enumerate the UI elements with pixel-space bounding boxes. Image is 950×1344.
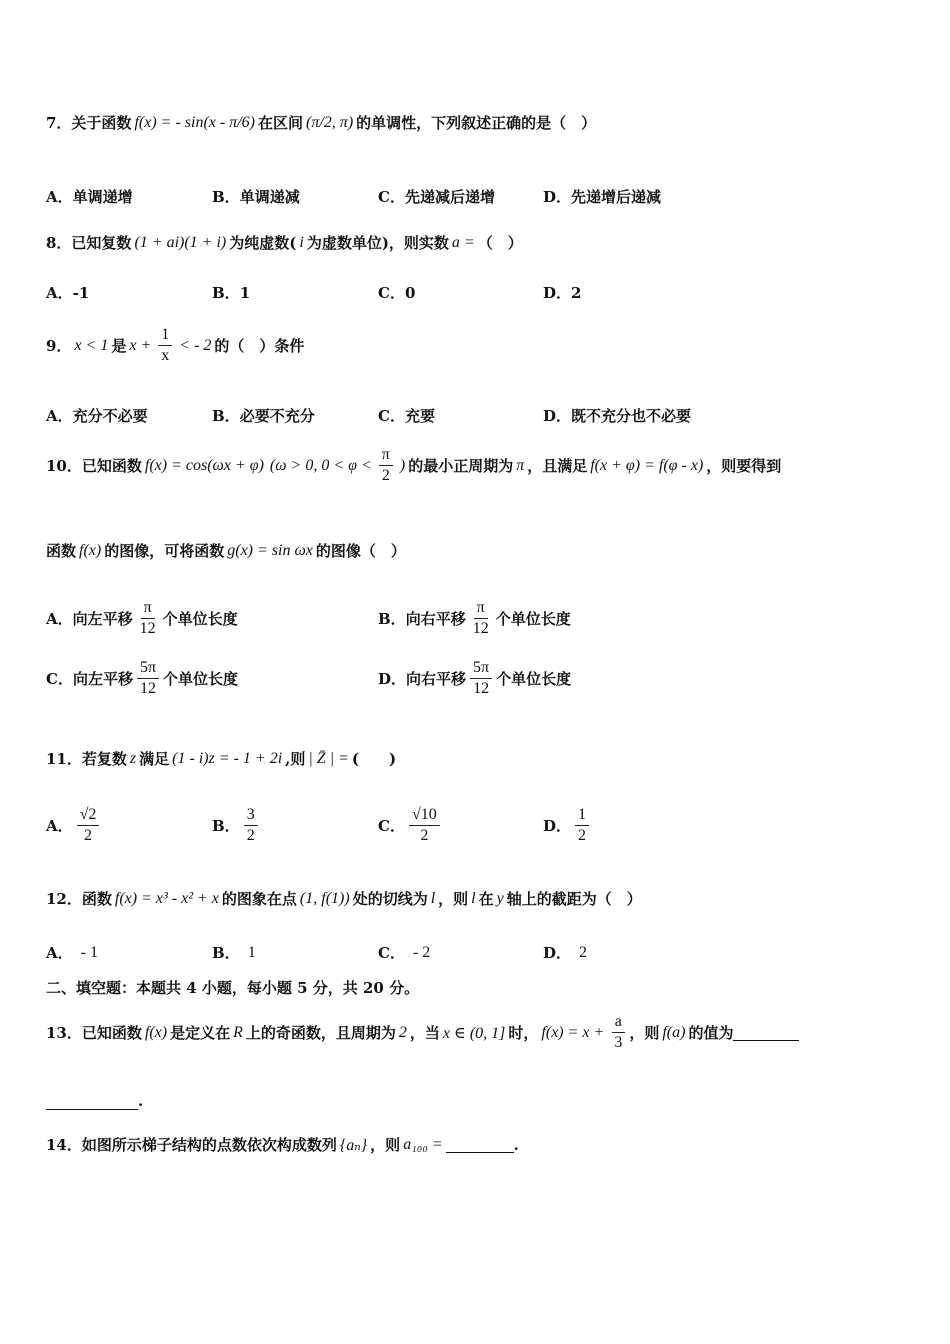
q13-domain: x ∈ (0, 1] xyxy=(442,1024,506,1042)
denominator: 12 xyxy=(139,620,156,637)
q8-option-d[interactable] xyxy=(543,282,581,303)
q11-option-a[interactable] xyxy=(46,805,103,846)
option-text: 既不充分也不必要 xyxy=(571,407,692,425)
q11-option-d[interactable] xyxy=(543,805,593,846)
question-13-line-2 xyxy=(46,1092,910,1110)
q8-stem: 8．已知复数 xyxy=(46,234,132,252)
q13-period: 2 xyxy=(398,1023,407,1041)
q10-option-c[interactable] xyxy=(46,658,238,699)
q12-option-c[interactable] xyxy=(378,942,430,963)
q11-option-b[interactable] xyxy=(212,805,262,846)
q14-answer-blank[interactable] xyxy=(446,1136,514,1153)
q10-formula: f(x) = cos(ωx + φ) xyxy=(144,456,264,474)
option-label: B． xyxy=(378,610,406,628)
option-text-end: 个单位长度 xyxy=(495,610,571,628)
q12-stem: 12．函数 xyxy=(46,890,112,908)
option-text: 充要 xyxy=(404,407,435,425)
option-fraction xyxy=(575,805,589,846)
option-text: 单调递减 xyxy=(239,188,300,206)
option-text: 充分不必要 xyxy=(72,407,148,425)
q11-stem-post: ( ) xyxy=(351,750,397,768)
q10-option-a[interactable] xyxy=(46,598,238,639)
q13-answer-blank[interactable] xyxy=(733,1024,799,1041)
q10-option-b[interactable] xyxy=(378,598,571,639)
q9-option-b[interactable] xyxy=(212,405,315,426)
question-12 xyxy=(46,888,910,909)
numerator: 1 xyxy=(158,325,172,346)
denominator: 12 xyxy=(473,680,490,697)
q9-option-a[interactable] xyxy=(46,405,148,426)
option-text: 必要不充分 xyxy=(239,407,315,425)
option-text-end: 个单位长度 xyxy=(162,610,238,628)
option-text: 2 xyxy=(579,943,588,961)
option-label: B． xyxy=(212,188,240,206)
q13-stem-mid5: ，则 xyxy=(629,1024,660,1042)
q10-stem: 10．已知函数 xyxy=(46,457,142,475)
option-text: 先递减后递增 xyxy=(404,188,495,206)
q13-stem-post: 的值为 xyxy=(688,1024,734,1042)
option-text: 向左平移 xyxy=(72,670,133,688)
option-label: A． xyxy=(46,188,73,206)
q8-option-a[interactable] xyxy=(46,282,89,303)
section-2-heading xyxy=(46,977,910,998)
q9-condition-2-end: < - 2 xyxy=(179,336,212,354)
q10-option-d[interactable] xyxy=(378,658,571,699)
numerator: √10 xyxy=(409,805,440,826)
option-label: D． xyxy=(543,944,572,962)
option-text-end: 个单位长度 xyxy=(163,670,239,688)
q12-l: l xyxy=(430,889,436,907)
numerator: 1 xyxy=(575,805,589,826)
q14-stem: 14．如图所示梯子结构的点数依次构成数列 xyxy=(46,1136,337,1154)
denominator: 2 xyxy=(578,827,587,844)
denominator: 2 xyxy=(246,827,255,844)
q7-interval: (π/2, π) xyxy=(306,113,354,131)
q14-stem-mid: ，则 xyxy=(370,1136,401,1154)
q7-stem: 7．关于函数 xyxy=(46,114,132,132)
question-9 xyxy=(46,325,910,366)
option-label: D． xyxy=(543,817,572,835)
q7-option-a[interactable] xyxy=(46,186,133,207)
option-fraction xyxy=(470,658,492,699)
denominator: 2 xyxy=(381,467,390,484)
q8-option-b[interactable] xyxy=(212,282,250,303)
question-13 xyxy=(46,1012,910,1053)
q10-condition-fraction xyxy=(379,445,393,486)
q8-stem-mid: 为纯虚数( xyxy=(229,234,297,252)
q13-fx: f(x) xyxy=(144,1023,168,1041)
q10-line2-stem: 函数 xyxy=(46,542,77,560)
q14-sequence: {aₙ} xyxy=(339,1136,368,1154)
option-text: - 2 xyxy=(412,943,431,961)
denominator: 2 xyxy=(84,827,93,844)
question-10-line-2 xyxy=(46,540,910,561)
option-label: A． xyxy=(46,610,73,628)
option-text: 单调递增 xyxy=(72,188,133,206)
option-text: 向左平移 xyxy=(72,610,133,628)
option-label: C． xyxy=(378,188,405,206)
q12-y: y xyxy=(496,889,504,907)
option-text: 1 xyxy=(239,283,251,302)
q13-stem-mid4: 时， xyxy=(508,1024,539,1042)
q10-symmetry: f(x + φ) = f(φ - x) xyxy=(590,456,704,474)
numerator: 5π xyxy=(470,658,492,679)
option-text: 向右平移 xyxy=(406,670,467,688)
q9-fraction xyxy=(158,325,172,366)
q12-stem-post: 轴上的截距为（ ） xyxy=(506,890,642,908)
denominator: 12 xyxy=(140,680,156,697)
q13-stem-mid: 是定义在 xyxy=(170,1024,231,1042)
q11-formula: (1 - i)z = - 1 + 2i xyxy=(172,749,283,767)
question-8 xyxy=(46,232,910,253)
option-text: 先递增后递减 xyxy=(571,188,662,206)
numerator: √2 xyxy=(77,805,100,826)
q12-stem-mid3: ，则 xyxy=(438,890,469,908)
q7-option-c[interactable] xyxy=(378,186,495,207)
option-fraction xyxy=(137,598,159,639)
question-11 xyxy=(46,748,910,769)
option-label: C． xyxy=(378,944,405,962)
q7-formula: f(x) = - sin(x - π/6) xyxy=(134,113,255,131)
q12-stem-mid4: 在 xyxy=(478,890,494,908)
option-text: 向右平移 xyxy=(405,610,466,628)
option-label: A． xyxy=(46,944,73,962)
q13-formula: f(x) = x + xyxy=(541,1023,605,1041)
option-label: D． xyxy=(543,284,572,302)
q13-fa: f(a) xyxy=(662,1023,686,1041)
option-label: A． xyxy=(46,817,73,835)
denominator: x xyxy=(161,347,170,364)
q9-option-d[interactable] xyxy=(543,405,691,426)
q9-option-c[interactable] xyxy=(378,405,435,426)
q14-end: . xyxy=(513,1135,519,1154)
q12-l-2: l xyxy=(471,889,476,907)
numerator: π xyxy=(379,445,393,466)
q14-term: a₁₀₀ = xyxy=(403,1135,443,1153)
question-14 xyxy=(46,1134,910,1155)
question-7 xyxy=(46,112,910,133)
q10-condition: (ω > 0, 0 < φ < xyxy=(269,456,372,474)
q10-stem-mid: 的最小正周期为 xyxy=(408,457,514,475)
q7-option-b[interactable] xyxy=(212,186,300,207)
q7-stem-post: 的单调性，下列叙述正确的是（ ） xyxy=(356,114,597,132)
option-label: B． xyxy=(212,284,240,302)
numerator: π xyxy=(474,598,488,619)
option-label: C． xyxy=(46,670,73,688)
q13-stem-mid2: 上的奇函数，且周期为 xyxy=(245,1024,396,1042)
q13-end: . xyxy=(138,1092,144,1110)
option-fraction xyxy=(77,805,100,846)
option-label: B． xyxy=(212,407,240,425)
option-text: 0 xyxy=(404,283,416,302)
q11-stem-mid: 满足 xyxy=(139,750,170,768)
q13-fraction xyxy=(611,1012,625,1053)
option-label: C． xyxy=(378,817,405,835)
option-text: 2 xyxy=(571,283,582,302)
option-fraction xyxy=(137,658,159,699)
q12-stem-mid: 的图象在点 xyxy=(221,890,297,908)
option-text: -1 xyxy=(72,283,90,302)
q10-gx: g(x) = sin ωx xyxy=(227,541,313,559)
option-label: D． xyxy=(543,407,572,425)
q9-stem: 9． xyxy=(46,337,72,355)
q8-a-symbol: a = xyxy=(451,233,475,251)
numerator: π xyxy=(141,598,155,619)
q11-option-c[interactable] xyxy=(378,805,444,846)
option-label: C． xyxy=(378,284,405,302)
q9-condition-2: x + xyxy=(129,336,152,354)
question-10 xyxy=(46,445,910,486)
numerator: 3 xyxy=(244,805,258,826)
option-label: C． xyxy=(378,407,405,425)
q10-fx: f(x) xyxy=(79,541,102,559)
option-fraction xyxy=(470,598,492,639)
option-label: A． xyxy=(46,407,73,425)
q8-option-c[interactable] xyxy=(378,282,415,303)
q12-stem-mid2: 处的切线为 xyxy=(352,890,428,908)
option-label: A． xyxy=(46,284,73,302)
q11-stem: 11．若复数 xyxy=(46,750,127,768)
option-text: - 1 xyxy=(80,943,98,961)
option-label: B． xyxy=(212,817,240,835)
q12-option-b[interactable] xyxy=(212,942,256,963)
q9-stem-mid: 是 xyxy=(111,337,127,355)
q12-formula: f(x) = x³ - x² + x xyxy=(114,889,219,907)
q7-option-d[interactable] xyxy=(543,186,661,207)
option-fraction xyxy=(244,805,258,846)
numerator: a xyxy=(612,1012,625,1033)
q11-stem-mid2: ,则 xyxy=(285,750,306,768)
q10-line2-mid: 的图像，可将函数 xyxy=(104,542,225,560)
q9-condition-1: x < 1 xyxy=(74,336,109,354)
q12-option-d[interactable] xyxy=(543,942,587,963)
option-label: D． xyxy=(543,188,572,206)
q7-stem-mid: 在区间 xyxy=(258,114,304,132)
q13-stem: 13．已知函数 xyxy=(46,1024,142,1042)
q13-stem-mid3: ，当 xyxy=(409,1024,440,1042)
option-label: B． xyxy=(212,944,240,962)
q8-i-symbol: i xyxy=(299,233,304,251)
q8-stem-mid2: 为虚数单位)，则实数 xyxy=(306,234,449,252)
option-label: D． xyxy=(378,670,407,688)
q10-stem-mid2: ，且满足 xyxy=(527,457,588,475)
q11-z: z xyxy=(129,749,137,767)
denominator: 12 xyxy=(472,620,489,637)
q12-point: (1, f(1)) xyxy=(299,889,350,907)
denominator: 3 xyxy=(614,1034,623,1051)
q10-line2-post: 的图像（ ） xyxy=(315,542,406,560)
q13-r: R xyxy=(233,1023,243,1041)
section-2-title: 二、填空题：本题共 4 小题，每小题 5 分，共 20 分。 xyxy=(46,979,420,997)
q10-stem-post: ，则要得到 xyxy=(706,457,782,475)
q11-abs-z: | Z̄ | = xyxy=(308,749,349,767)
q10-condition-close: ) xyxy=(399,456,406,474)
denominator: 2 xyxy=(420,827,429,844)
q8-stem-post: （ ） xyxy=(477,234,523,252)
numerator: 5π xyxy=(137,658,159,679)
q10-period: π xyxy=(516,456,525,474)
q13-answer-blank-cont[interactable] xyxy=(46,1093,138,1110)
q9-stem-post: 的（ ）条件 xyxy=(214,337,305,355)
option-text: 1 xyxy=(247,943,256,961)
option-fraction xyxy=(409,805,440,846)
option-text-end: 个单位长度 xyxy=(496,670,572,688)
q12-option-a[interactable] xyxy=(46,942,98,963)
q8-formula: (1 + ai)(1 + i) xyxy=(134,233,227,251)
